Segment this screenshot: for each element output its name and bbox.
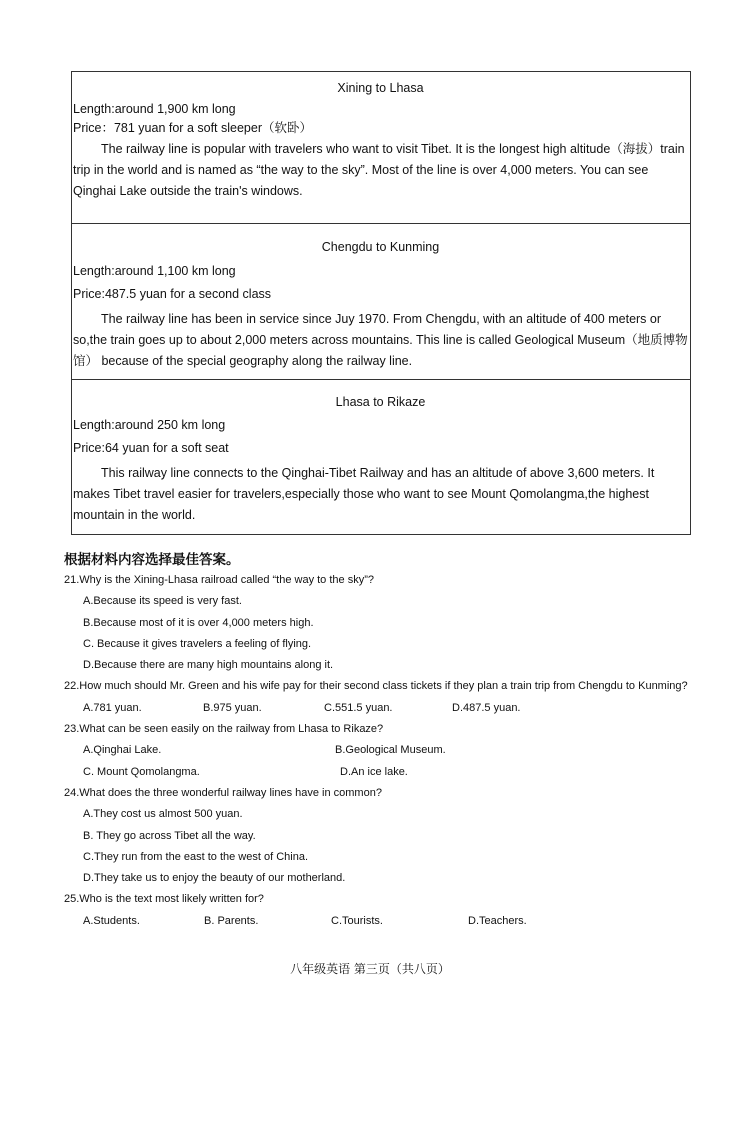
route-price: Price:487.5 yuan for a second class bbox=[73, 287, 272, 301]
question-23-option-d: D.An ice lake. bbox=[340, 765, 408, 778]
question-21-option-d: D.Because there are many high mountains along it. bbox=[83, 659, 334, 672]
route-description: The railway line has been in service since Juy 1970. From Chengdu, with an altitude of 400 meters or so,the train goes up to about 2,000 meters across mountains. This line is called Geological Museum（地质博物馆） because of the special geography along the railway line. bbox=[73, 312, 688, 368]
question-22-option-a: A.781 yuan. bbox=[83, 701, 142, 714]
instruction-heading: 根据材料内容选择最佳答案。 bbox=[64, 552, 240, 568]
question-21-option-a: A.Because its speed is very fast. bbox=[83, 595, 242, 608]
question-21-option-c: C. Because it gives travelers a feeling of flying. bbox=[83, 637, 312, 650]
question-22-option-b: B.975 yuan. bbox=[203, 701, 262, 714]
route-price: Price：781 yuan for a soft sleeper（软卧） bbox=[73, 121, 312, 135]
question-23-stem: 23.What can be seen easily on the railway from Lhasa to Rikaze? bbox=[64, 723, 384, 736]
route-cell-chengdu-kunming bbox=[72, 224, 690, 380]
question-22-stem: 22.How much should Mr. Green and his wife pay for their second class tickets if they plan a train trip from Chengdu to Kunming? bbox=[64, 680, 688, 693]
question-23-option-c: C. Mount Qomolangma. bbox=[83, 765, 200, 778]
route-title: Lhasa to Rikaze bbox=[335, 395, 426, 409]
question-22-option-c: C.551.5 yuan. bbox=[324, 701, 393, 714]
question-21-stem: 21.Why is the Xining-Lhasa railroad called “the way to the sky”? bbox=[64, 574, 374, 586]
question-25-stem: 25.Who is the text most likely written for? bbox=[64, 893, 264, 906]
route-title: Chengdu to Kunming bbox=[321, 240, 440, 254]
railway-routes-table bbox=[71, 71, 691, 535]
question-25-option-c: C.Tourists. bbox=[331, 914, 383, 927]
page-footer: 八年级英语 第三页（共八页） bbox=[290, 962, 450, 976]
question-25-option-b: B. Parents. bbox=[204, 914, 259, 927]
question-list bbox=[64, 570, 692, 932]
route-length: Length:around 250 km long bbox=[73, 418, 226, 432]
question-24-option-b: B. They go across Tibet all the way. bbox=[83, 829, 256, 842]
question-23-options-row1 bbox=[64, 740, 692, 761]
route-price: Price:64 yuan for a soft seat bbox=[73, 441, 229, 455]
route-cell-xining-lhasa bbox=[72, 72, 690, 224]
route-description: The railway line is popular with travelers who want to visit Tibet. It is the longest high altitude（海拔）train trip in the world and is named as “the way to the sky”. Most of the line is over 4,000 meters. You can see Qinghai Lake outside the train's windows. bbox=[73, 142, 685, 198]
question-23-option-a: A.Qinghai Lake. bbox=[83, 744, 162, 757]
question-21-option-b: B.Because most of it is over 4,000 meters high. bbox=[83, 616, 314, 629]
question-25-option-a: A.Students. bbox=[83, 914, 140, 927]
question-24-option-a: A.They cost us almost 500 yuan. bbox=[83, 808, 243, 821]
route-title: Xining to Lhasa bbox=[337, 81, 424, 95]
route-length: Length:around 1,100 km long bbox=[73, 264, 236, 278]
question-23-option-b: B.Geological Museum. bbox=[335, 744, 446, 757]
question-25-options bbox=[64, 911, 692, 932]
route-cell-lhasa-rikaze bbox=[72, 380, 690, 534]
question-24-option-d: D.They take us to enjoy the beauty of our motherland. bbox=[83, 872, 346, 885]
question-24-option-c: C.They run from the east to the west of China. bbox=[83, 850, 308, 863]
question-22-option-d: D.487.5 yuan. bbox=[452, 701, 521, 714]
route-description: This railway line connects to the Qinghai-Tibet Railway and has an altitude of above 3,600 meters. It makes Tibet travel easier for travelers,especially those who want to see Mount Qomolangma,the highest mountain in the world. bbox=[73, 466, 655, 522]
question-25-option-d: D.Teachers. bbox=[468, 914, 527, 927]
question-22-options bbox=[64, 698, 692, 719]
question-24-stem: 24.What does the three wonderful railway lines have in common? bbox=[64, 786, 382, 799]
question-23-options-row2 bbox=[64, 762, 692, 783]
route-length: Length:around 1,900 km long bbox=[73, 102, 236, 116]
